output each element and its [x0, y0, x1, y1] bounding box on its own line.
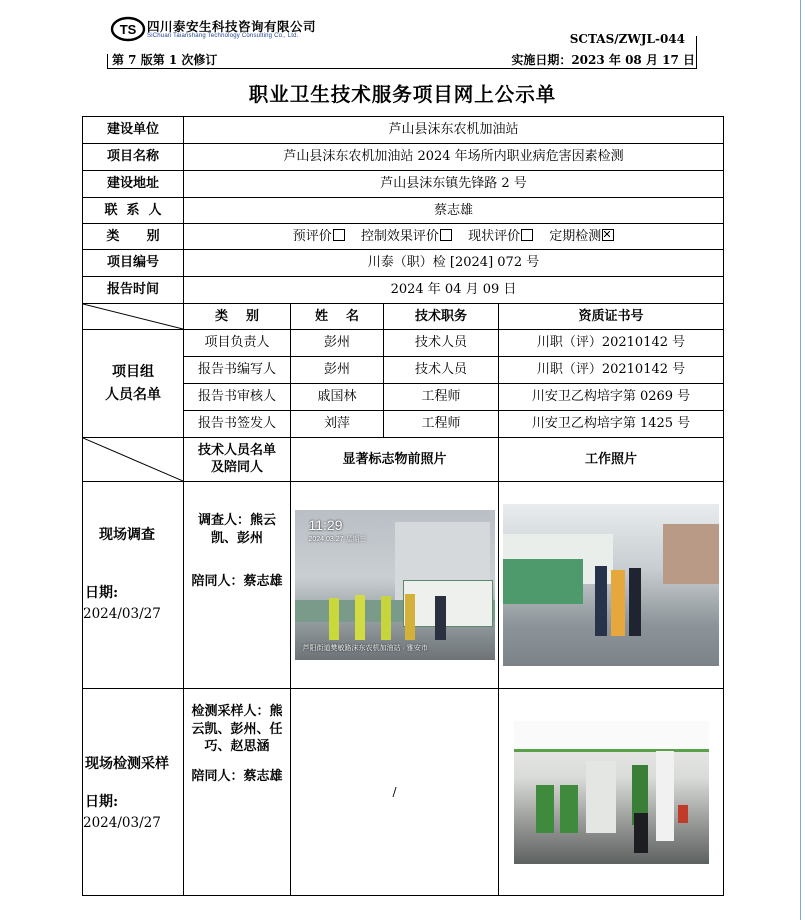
- document-code: SCTAS/ZWJL-044: [569, 32, 685, 46]
- category-option[interactable]: 定期检测: [549, 229, 614, 244]
- member-name: 戚国林: [291, 384, 384, 411]
- col-header-landmark: 显著标志物前照片: [291, 438, 499, 482]
- survey-label-cell: [83, 482, 184, 689]
- member-role: 报告书编写人: [184, 357, 291, 384]
- member-title: 技术人员: [384, 357, 499, 384]
- unit-value: 芦山县沫东农机加油站: [184, 117, 724, 144]
- wall-banner: [503, 559, 583, 604]
- category-options: [184, 224, 724, 250]
- member-cert: 川安卫乙构培字第 1425 号: [499, 411, 724, 438]
- survey-work-photo-cell: [499, 482, 724, 689]
- checkbox-icon[interactable]: [333, 229, 345, 241]
- person-shape: [405, 594, 415, 640]
- document-header: [107, 14, 697, 70]
- company-logo-icon: [110, 16, 146, 42]
- sampling-samplers: 检测采样人：熊云凯、彭州、任巧、赵思涵: [191, 704, 283, 755]
- member-title: 工程师: [384, 384, 499, 411]
- member-role: 报告书审核人: [184, 384, 291, 411]
- unit-label: 建设单位: [83, 117, 184, 144]
- diagonal-header-cell: [83, 438, 184, 482]
- survey-escort: 陪同人：蔡志雄: [191, 574, 283, 590]
- member-title: 工程师: [384, 411, 499, 438]
- code-label: 项目编号: [83, 250, 184, 277]
- survey-label: 现场调查: [99, 527, 155, 543]
- photo-date: 2024.03.27 星期三: [308, 536, 367, 543]
- diagonal-line: [83, 438, 183, 481]
- page-title: 职业卫生技术服务项目网上公示单: [248, 83, 557, 106]
- person-shape: [595, 566, 607, 636]
- category-option[interactable]: 现状评价: [468, 229, 533, 244]
- member-role: 报告书签发人: [184, 411, 291, 438]
- work-photo[interactable]: [503, 504, 719, 666]
- survey-date: 2024/03/27: [83, 606, 161, 622]
- member-name: 刘萍: [291, 411, 384, 438]
- member-name: 彭州: [291, 330, 384, 357]
- person-shape: [435, 596, 446, 640]
- person-shape: [329, 598, 339, 640]
- col-header-role: 类 别: [184, 304, 291, 330]
- fuel-dispenser: [536, 785, 554, 833]
- photo-location: 芦阳街道樊敏路沫东农机加油站 · 雅安市: [302, 645, 428, 652]
- member-name: 彭州: [291, 357, 384, 384]
- building-shape: [663, 524, 719, 584]
- revision-note: 第 7 版第 1 次修订: [112, 53, 218, 67]
- member-title: 技术人员: [384, 330, 499, 357]
- sampling-escort: 陪同人：蔡志雄: [191, 768, 283, 784]
- header-rule: [107, 68, 697, 69]
- landmark-photo[interactable]: [295, 510, 495, 660]
- member-cert: 川职（评）20210142 号: [499, 357, 724, 384]
- col-header-staff: 技术人员名单 及陪同人: [184, 438, 291, 482]
- address-label: 建设地址: [83, 171, 184, 198]
- pillar-shape: [586, 761, 616, 833]
- disclosure-form: [82, 116, 724, 896]
- sampling-label: 现场检测采样: [85, 756, 169, 772]
- sampling-label-cell: [83, 689, 184, 896]
- category-option[interactable]: 控制效果评价: [361, 229, 452, 244]
- effective-date: 实施日期：2023 年 08 月 17 日: [511, 53, 695, 67]
- team-section-label: 项目组 人员名单: [83, 330, 184, 438]
- survey-investigators: 调查人：熊云凯、彭州: [197, 513, 276, 546]
- sampling-work-photo-cell: [499, 689, 724, 896]
- survey-landmark-photo-cell: [291, 482, 499, 689]
- col-header-title: 技术职务: [384, 304, 499, 330]
- contact-value: 蔡志雄: [184, 198, 724, 224]
- survey-date-label: 日期:: [85, 585, 119, 601]
- survey-staff: [184, 482, 291, 689]
- report-time-value: 2024 年 04 月 09 日: [184, 277, 724, 304]
- sampling-date-label: 日期:: [85, 794, 119, 810]
- canopy-shape: [514, 721, 709, 752]
- checked-checkbox-icon[interactable]: [602, 229, 614, 241]
- sampling-date: 2024/03/27: [83, 815, 161, 831]
- page-edge: [800, 0, 801, 920]
- person-shape: [634, 813, 648, 853]
- member-cert: 川安卫乙构培字第 0269 号: [499, 384, 724, 411]
- col-header-name: 姓 名: [291, 304, 384, 330]
- person-shape: [611, 570, 625, 636]
- col-header-cert: 资质证书号: [499, 304, 724, 330]
- person-shape: [355, 595, 365, 640]
- project-label: 项目名称: [83, 144, 184, 171]
- sampling-work-photo[interactable]: [514, 721, 709, 864]
- category-option[interactable]: 预评价: [293, 229, 345, 244]
- diagonal-line: [83, 304, 183, 329]
- checkbox-icon[interactable]: [521, 229, 533, 241]
- sampling-staff: [184, 689, 291, 896]
- person-shape: [381, 596, 391, 640]
- header-tick-left: [107, 54, 108, 68]
- contact-label: 联 系 人: [83, 198, 184, 224]
- diagonal-header-cell: [83, 304, 184, 330]
- company-name-cn: 四川泰安生科技咨询有限公司: [147, 19, 317, 34]
- member-cert: 川职（评）20210142 号: [499, 330, 724, 357]
- sign-board: [403, 580, 493, 627]
- person-shape: [629, 568, 641, 636]
- checkbox-icon[interactable]: [440, 229, 452, 241]
- fuel-dispenser: [560, 785, 578, 833]
- address-value: 芦山县沫东镇先锋路 2 号: [184, 171, 724, 198]
- extinguisher-shape: [678, 805, 688, 823]
- code-value: 川泰（职）检 [2024] 072 号: [184, 250, 724, 277]
- project-value: 芦山县沫东农机加油站 2024 年场所内职业病危害因素检测: [184, 144, 724, 171]
- col-header-work: 工作照片: [499, 438, 724, 482]
- header-tick-right: [696, 36, 697, 68]
- category-label: 类 别: [83, 224, 184, 250]
- pillar-shape: [656, 751, 674, 841]
- sampling-landmark-cell: /: [291, 689, 499, 896]
- member-role: 项目负责人: [184, 330, 291, 357]
- svg-text:TS: TS: [119, 22, 137, 37]
- photo-time: 11:29: [308, 517, 343, 533]
- company-name-en: SiChuan Taianshang Technology Consulting Co., Ltd.: [147, 33, 299, 39]
- report-time-label: 报告时间: [83, 277, 184, 304]
